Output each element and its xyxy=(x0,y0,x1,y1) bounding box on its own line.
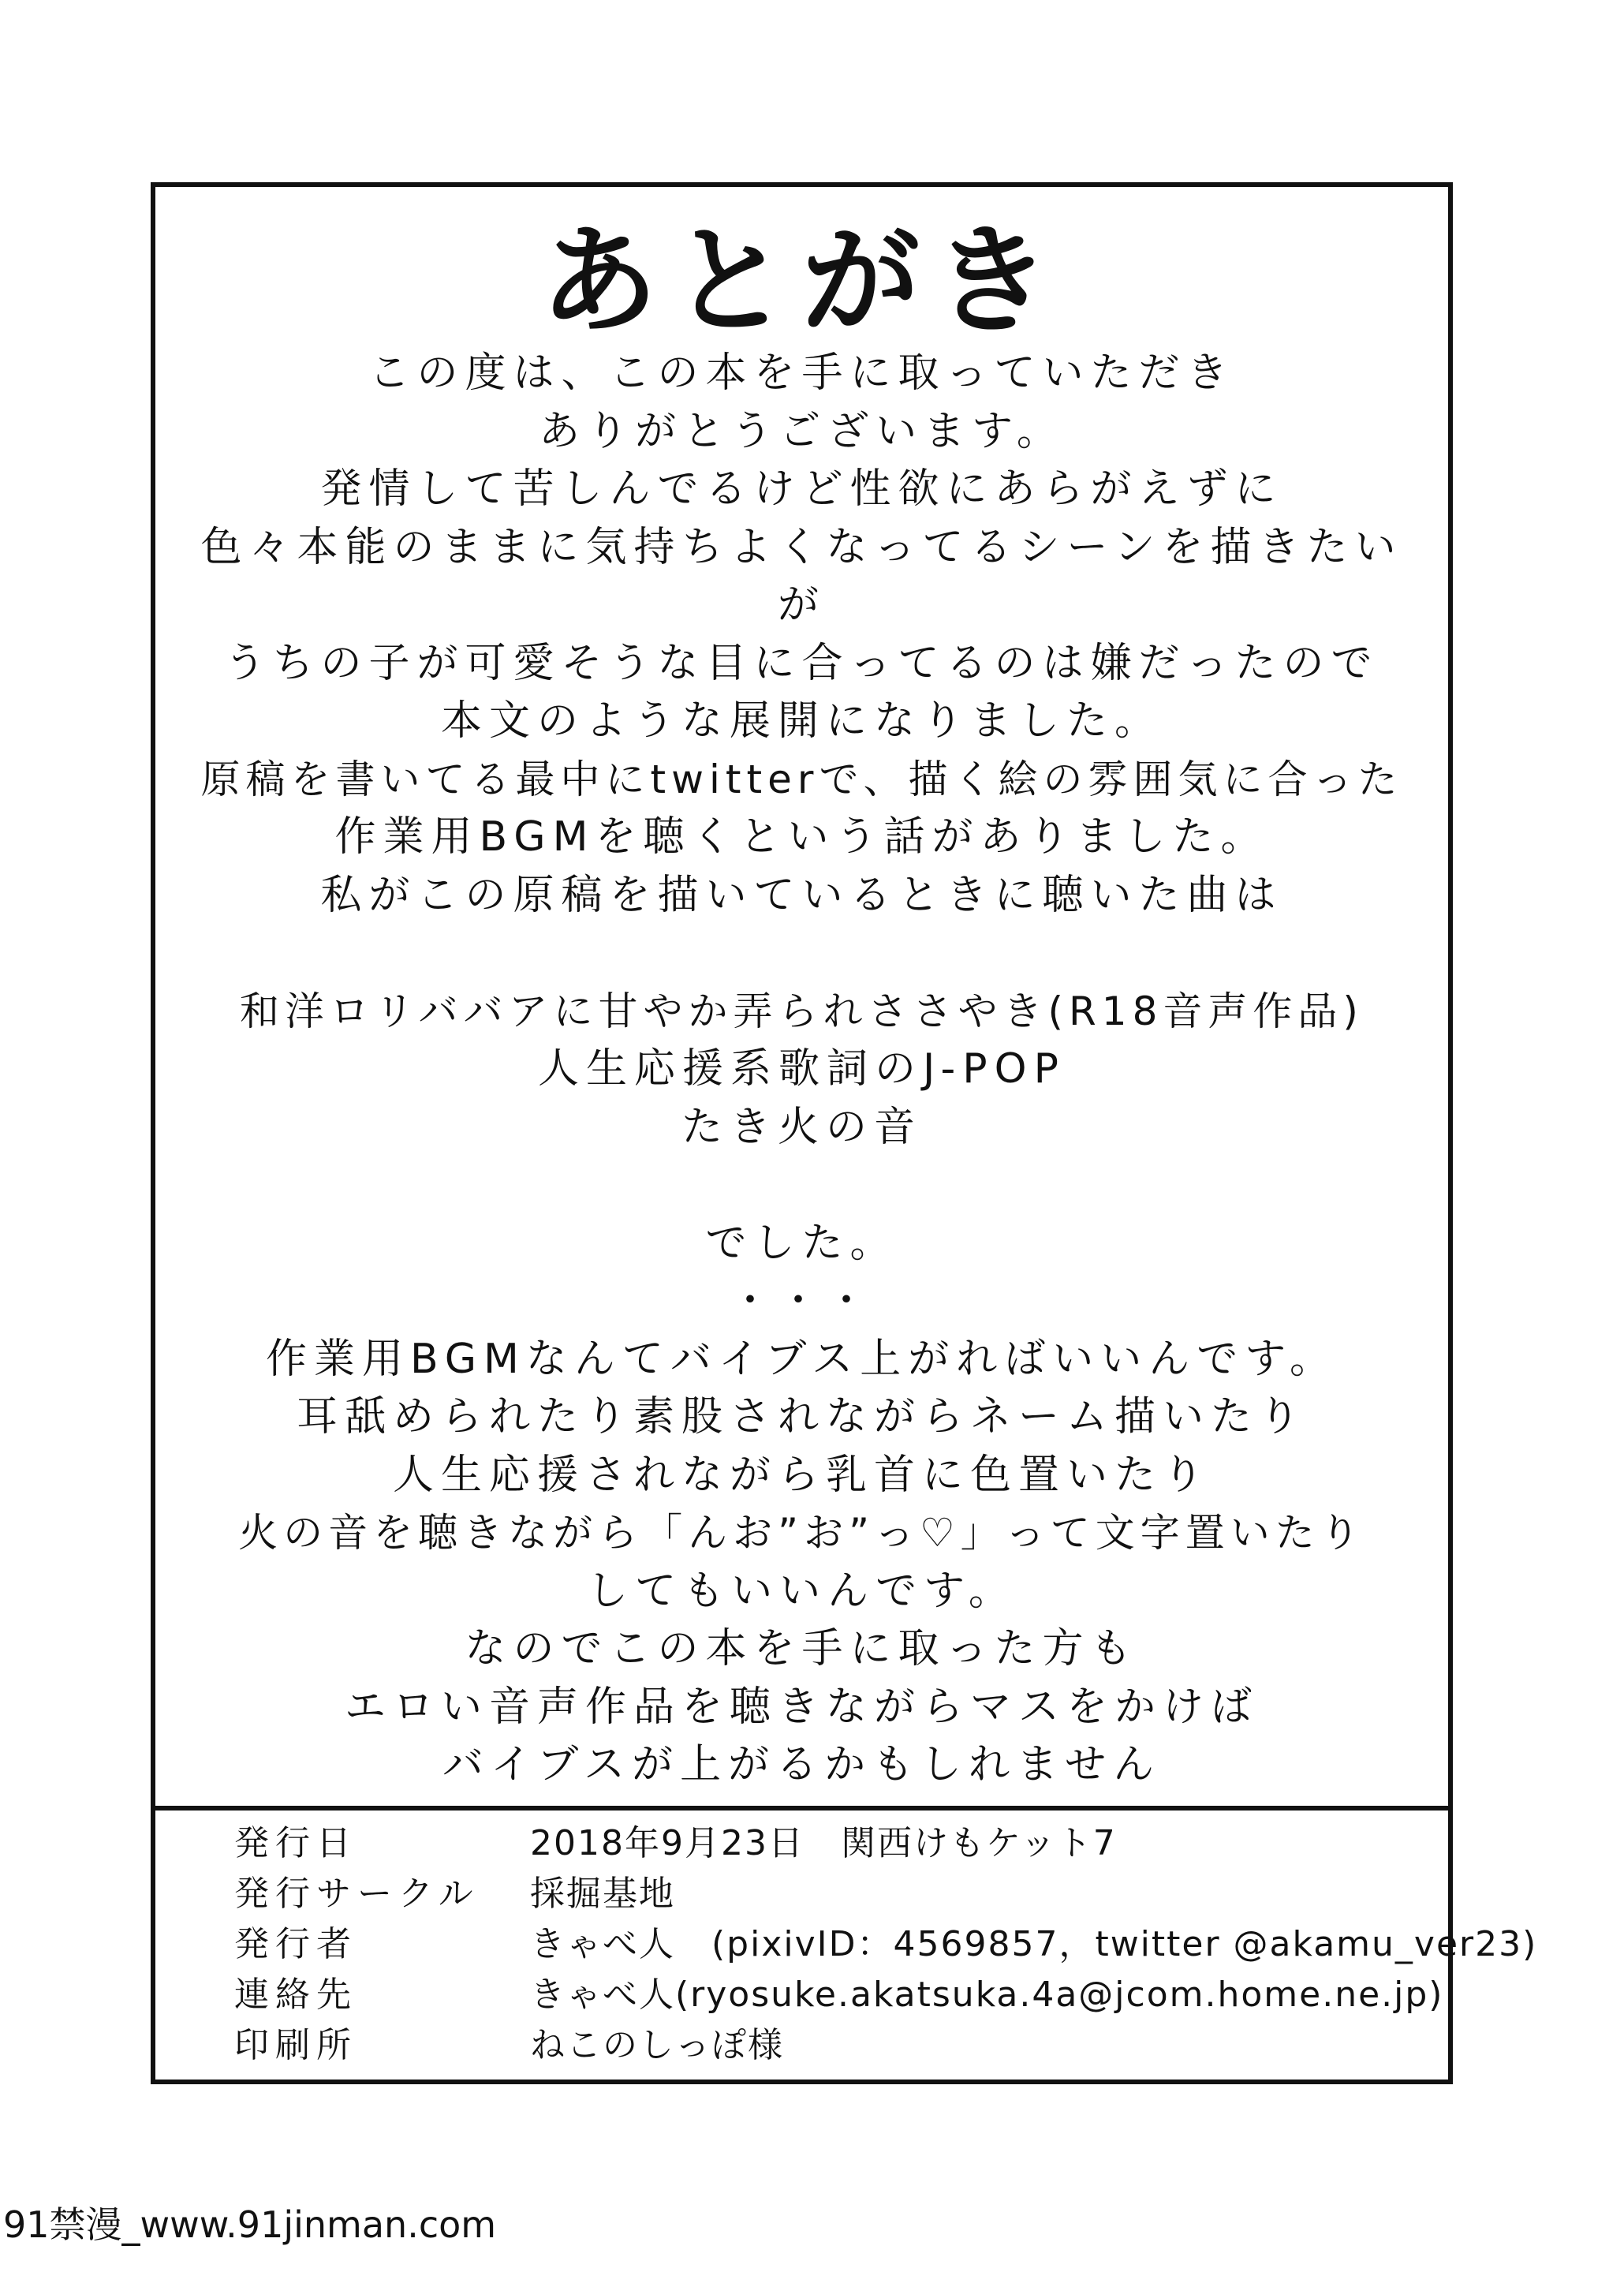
colophon-label: 発行サークル xyxy=(234,1874,480,1914)
body-line: 人生応援されながら乳首に色置いたり xyxy=(392,1451,1211,1499)
colophon-value: きゃべ人 (pixivID：4569857，twitter @akamu_ver23) xyxy=(530,1924,1538,1964)
colophon-row-contact xyxy=(155,1970,1448,2020)
body-line: ・・・ xyxy=(729,1277,874,1325)
colophon-row-circle xyxy=(155,1869,1448,1919)
colophon-value: 2018年9月23日 関西けもケット7 xyxy=(530,1823,1117,1863)
page-title: あとがき xyxy=(539,213,1064,350)
body-line: してもいいんです。 xyxy=(587,1567,1017,1615)
body-line: 作業用BGMを聴くという話がありました。 xyxy=(334,813,1269,861)
body-line: 耳舐められたり素股されながらネーム描いたり xyxy=(296,1393,1307,1441)
body-line: 火の音を聴きながら「んお”お”っ♡」って文字置いたり xyxy=(238,1510,1365,1556)
body-line: バイブスが上がるかもしれません xyxy=(442,1741,1162,1788)
site-watermark: 91禁漫_www.91jinman.com xyxy=(3,2203,497,2246)
body-line: エロい音声作品を聴きながらマスをかけば xyxy=(344,1683,1259,1731)
body-line: うちの子が可愛そうな目に合ってるのは嫌だったので xyxy=(224,639,1379,687)
colophon-label: 発行者 xyxy=(234,1924,357,1964)
blank-line xyxy=(155,1157,1448,1215)
body-line: 色々本能のままに気持ちよくなってるシーンを描きたい xyxy=(200,523,1403,571)
colophon-row-printer xyxy=(155,2020,1448,2071)
afterword-frame xyxy=(151,182,1538,2084)
colophon-value: ねこのしっぽ様 xyxy=(530,2025,784,2065)
body-line: 原稿を書いてる最中にtwitterで、描く絵の雰囲気に合った xyxy=(200,756,1403,802)
colophon-label: 連絡先 xyxy=(234,1975,357,2015)
body-line: なのでこの本を手に取った方も xyxy=(465,1625,1139,1672)
blank-line xyxy=(155,925,1448,983)
body-line: でした。 xyxy=(705,1219,898,1267)
colophon-label: 印刷所 xyxy=(234,2025,357,2065)
body-line: が xyxy=(777,581,826,629)
body-line: 発情して苦しんでるけど性欲にあらがえずに xyxy=(320,465,1283,513)
colophon-row-publisher xyxy=(155,1919,1538,1970)
body-line: 人生応援系歌詞のJ-POP xyxy=(538,1045,1066,1093)
afterword-body xyxy=(155,345,1448,1795)
colophon-divider xyxy=(155,1806,1448,1810)
body-line: 私がこの原稿を描いているときに聴いた曲は xyxy=(320,871,1283,919)
colophon-row-issue-date xyxy=(155,1818,1448,1869)
body-line: 本文のような展開になりました。 xyxy=(440,697,1163,745)
colophon-value: 採掘基地 xyxy=(530,1874,675,1914)
body-line: たき火の音 xyxy=(681,1103,922,1151)
body-line: この度は、この本を手に取っていただき xyxy=(368,349,1235,397)
colophon-label: 発行日 xyxy=(234,1823,357,1863)
colophon-value: きゃべ人(ryosuke.akatsuka.4a@jcom.home.ne.jp) xyxy=(530,1975,1444,2015)
body-line: 和洋ロリババアに甘やか弄られささやき(R18音声作品) xyxy=(240,988,1364,1034)
body-line: 作業用BGMなんてバイブス上がればいいんです。 xyxy=(265,1335,1338,1383)
body-line: ありがとうございます。 xyxy=(539,407,1065,455)
